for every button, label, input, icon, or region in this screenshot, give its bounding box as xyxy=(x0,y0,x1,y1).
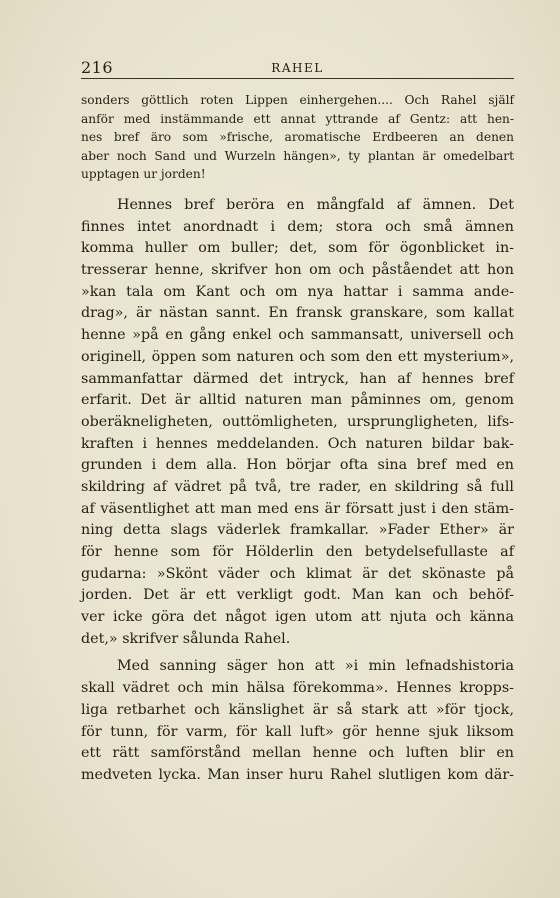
text-line: jorden. Det är ett verkligt godt. Man kan och behöf- xyxy=(81,587,514,604)
page-number: 216 xyxy=(81,58,114,77)
page-header xyxy=(81,58,514,80)
text-line: ver icke göra det något igen utom att njuta och känna xyxy=(81,609,514,626)
quote-line: sonders göttlich roten Lippen einhergehen.... Och Rahel själf xyxy=(81,93,514,107)
text-line: medveten lycka. Man inser huru Rahel slutligen kom där- xyxy=(81,766,514,783)
text-line: ett rätt samförstånd mellan henne och luften blir en xyxy=(81,745,514,762)
text-line: originell, öppen som naturen och som den ett mysterium», xyxy=(81,348,514,365)
text-line: »kan tala om Kant och om nya hattar i samma ande- xyxy=(81,283,514,300)
text-line: oberäkneligheten, outtömligheten, ursprungligheten, lifs- xyxy=(81,413,514,430)
quote-line: upptagen ur jorden! xyxy=(81,167,206,182)
text-line: grunden i dem alla. Hon börjar ofta sina bref med en xyxy=(81,457,514,474)
text-line: liga retbarhet och känslighet är så stark att »för tjock, xyxy=(81,701,514,718)
quote-line: anför med instämmande ett annat yttrande af Gentz: att hen- xyxy=(81,111,514,126)
text-line: Hennes bref beröra en mångfald af ämnen. Det xyxy=(117,197,514,213)
text-line: af väsentlighet att man med ens är försatt just i den stäm- xyxy=(81,500,514,517)
header-rule xyxy=(81,78,514,79)
text-line: komma huller om buller; det, som för ögonblicket in- xyxy=(81,240,514,257)
text-line: ning detta slags väderlek framkallar. »Fader Ether» är xyxy=(81,522,514,539)
text-line: kraften i hennes meddelanden. Och naturen bildar bak- xyxy=(81,435,514,452)
text-line: skall vädret och min hälsa förekomma». Hennes kropps- xyxy=(81,680,514,697)
quote-line: aber noch Sand und Wurzeln hängen», ty plantan är omedelbart xyxy=(81,148,514,163)
text-line: erfarit. Det är alltid naturen man påminnes om, genom xyxy=(81,392,514,409)
text-line: finnes intet anordnadt i dem; stora och små ämnen xyxy=(81,218,514,235)
text-line: drag», är nästan sannt. En fransk granskare, som kallat xyxy=(81,305,514,322)
text-line: henne »på en gång enkel och sammansatt, universell och xyxy=(81,327,514,344)
text-line: gudarna: »Skönt väder och klimat är det skönaste på xyxy=(81,565,514,582)
text-line: för henne som för Hölderlin den betydelsefullaste af xyxy=(81,544,514,560)
text-line: sammanfattar därmed det intryck, han af hennes bref xyxy=(81,370,514,387)
text-line: tresserar henne, skrifver hon om och påståendet att hon xyxy=(81,262,514,279)
paragraph xyxy=(81,195,514,650)
body-text xyxy=(81,195,514,787)
quote-line: nes bref äro som »frische, aromatische Erdbeeren an denen xyxy=(81,130,514,145)
text-line: det,» skrifver sålunda Rahel. xyxy=(81,630,291,647)
paragraph xyxy=(81,656,514,786)
text-line: Med sanning säger hon att »i min lefnadshistoria xyxy=(117,658,514,675)
text-line: för tunn, för varm, för kall luft» gör henne sjuk liksom xyxy=(81,723,514,740)
block-quote xyxy=(81,91,514,184)
text-line: skildring af vädret på två, tre rader, en skildring så full xyxy=(81,478,514,495)
running-title: RAHEL xyxy=(271,61,324,75)
